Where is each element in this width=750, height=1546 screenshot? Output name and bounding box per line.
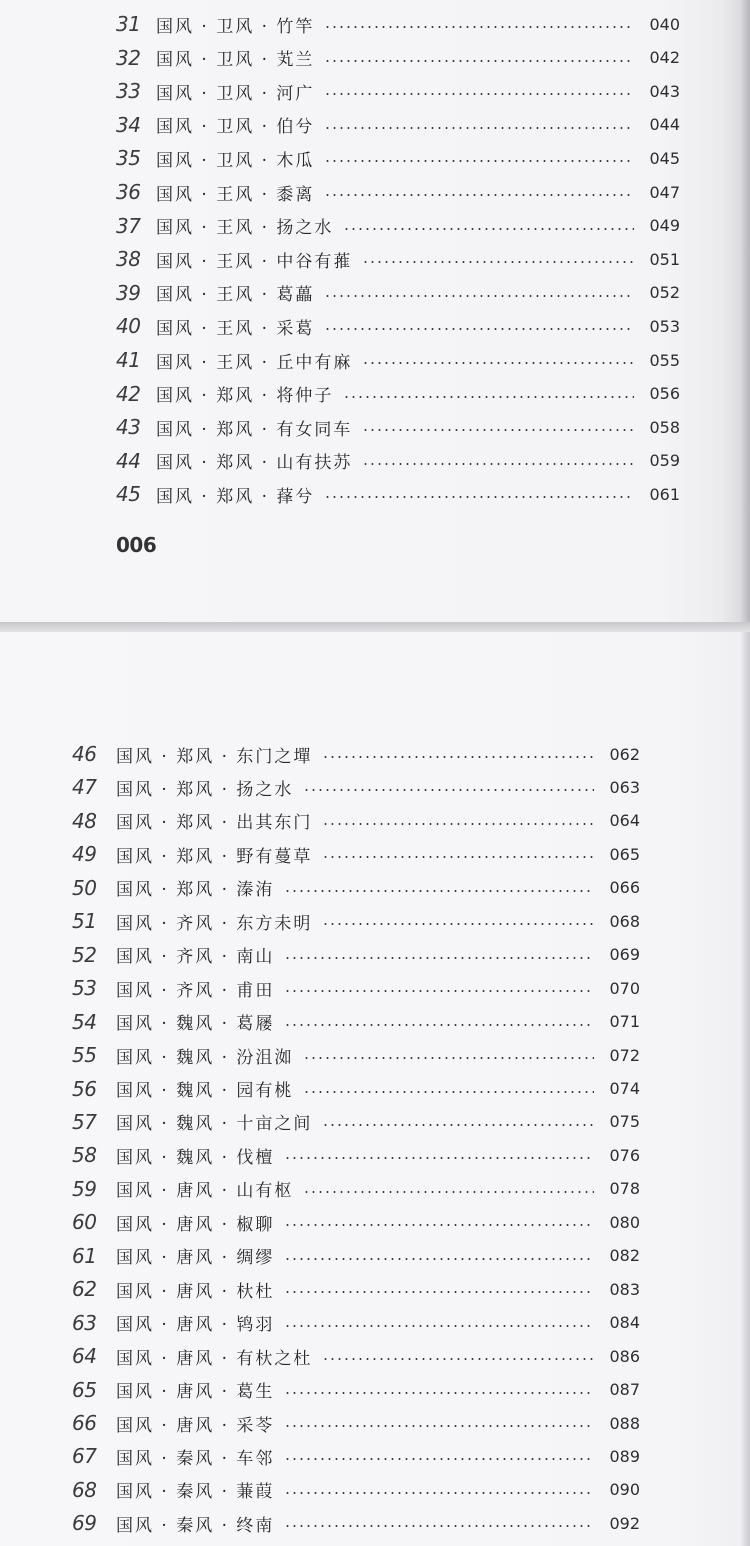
entry-page-number: 070 [609, 978, 640, 998]
dot-leader [362, 362, 634, 364]
entry-number: 40 [116, 314, 141, 339]
toc-entry [72, 804, 640, 838]
entry-title: 国风 · 魏风 · 十亩之间 [116, 1114, 313, 1135]
entry-number: 45 [116, 482, 141, 507]
toc-entry [72, 1038, 640, 1072]
entry-page-number: 042 [649, 48, 680, 68]
entry-number: 31 [116, 12, 141, 36]
entry-title: 国风 · 秦风 · 车邻 [116, 1448, 275, 1469]
entry-page-number: 086 [609, 1346, 640, 1366]
toc-entry [116, 309, 680, 343]
entry-number: 53 [72, 976, 97, 1001]
dot-leader [324, 93, 634, 95]
entry-number: 57 [72, 1109, 97, 1134]
entry-number: 37 [116, 213, 141, 238]
entry-title: 国风 · 唐风 · 采苓 [116, 1415, 275, 1436]
entry-title: 国风 · 唐风 · 鸨羽 [116, 1315, 275, 1336]
toc-entry [72, 1506, 640, 1540]
entry-title: 国风 · 魏风 · 汾沮洳 [116, 1047, 294, 1068]
entry-number: 38 [116, 247, 141, 272]
entry-number: 63 [72, 1310, 97, 1335]
entry-page-number: 075 [609, 1112, 640, 1132]
toc-entry [72, 1439, 640, 1473]
entry-title: 国风 · 郑风 · 扬之水 [116, 779, 294, 800]
entry-title: 国风 · 郑风 · 萚兮 [156, 486, 315, 507]
entry-title: 国风 · 卫风 · 木瓜 [156, 150, 315, 171]
dot-leader [322, 856, 594, 858]
dot-leader [303, 789, 594, 791]
dot-leader [324, 328, 634, 330]
toc-entry [116, 377, 680, 411]
toc-entry [72, 1005, 640, 1039]
dot-leader [303, 1191, 594, 1193]
entry-number: 64 [72, 1344, 97, 1369]
entry-number: 68 [72, 1477, 97, 1502]
entry-number: 47 [72, 775, 97, 800]
toc-entry [72, 938, 640, 972]
entry-page-number: 090 [609, 1480, 640, 1500]
entry-number: 46 [72, 742, 97, 766]
entry-page-number: 053 [649, 316, 680, 336]
toc-entry [72, 1306, 640, 1340]
toc-entry [116, 41, 680, 75]
entry-number: 62 [72, 1277, 97, 1302]
toc-entry [72, 904, 640, 938]
entry-title: 国风 · 齐风 · 东方未明 [116, 913, 313, 934]
dot-leader [362, 463, 634, 465]
entry-number: 59 [72, 1176, 97, 1201]
entry-title: 国风 · 唐风 · 山有枢 [116, 1181, 294, 1202]
toc-entry [72, 1205, 640, 1239]
entry-number: 69 [72, 1511, 97, 1536]
toc-entry [116, 242, 680, 276]
entry-number: 50 [72, 875, 97, 900]
entry-page-number: 069 [609, 945, 640, 965]
toc-entry [72, 1072, 640, 1106]
dot-leader [362, 261, 634, 263]
entry-number: 39 [116, 280, 141, 305]
entry-number: 66 [72, 1411, 97, 1435]
entry-page-number: 074 [609, 1079, 640, 1098]
dot-leader [343, 228, 634, 230]
entry-number: 51 [72, 909, 97, 934]
entry-page-number: 044 [649, 115, 680, 135]
entry-title: 国风 · 王风 · 中谷有蓷 [156, 251, 353, 272]
entry-title: 国风 · 王风 · 葛藟 [156, 285, 315, 306]
entry-title: 国风 · 唐风 · 葛生 [116, 1382, 275, 1403]
entry-page-number: 064 [609, 811, 640, 831]
entry-number: 55 [72, 1043, 97, 1068]
entry-number: 65 [72, 1377, 97, 1402]
entry-title: 国风 · 唐风 · 杕杜 [116, 1281, 275, 1302]
entry-number: 67 [72, 1444, 97, 1469]
entry-number: 42 [116, 381, 141, 406]
toc-entry [72, 971, 640, 1005]
dot-leader [284, 1291, 594, 1293]
entry-page-number: 071 [609, 1012, 640, 1032]
entry-page-number: 047 [649, 182, 680, 202]
dot-leader [303, 1057, 594, 1059]
entry-title: 国风 · 郑风 · 野有蔓草 [116, 846, 313, 867]
dot-leader [324, 295, 634, 297]
toc-page-bottom [0, 632, 750, 1546]
toc-entry [72, 1406, 640, 1440]
entry-number: 54 [72, 1009, 97, 1034]
dot-leader [284, 1492, 594, 1494]
toc-entry [116, 410, 680, 444]
dot-leader [343, 396, 634, 398]
entry-page-number: 078 [609, 1179, 640, 1199]
dot-leader [284, 1258, 594, 1260]
entry-title: 国风 · 卫风 · 伯兮 [156, 117, 315, 138]
dot-leader [324, 496, 634, 498]
dot-leader [284, 1392, 594, 1394]
entry-title: 国风 · 卫风 · 芄兰 [156, 50, 315, 71]
dot-leader [322, 1124, 594, 1126]
toc-page-top [0, 0, 750, 622]
entry-number: 44 [116, 448, 141, 473]
entry-title: 国风 · 郑风 · 将仲子 [156, 386, 334, 407]
entry-page-number: 092 [609, 1513, 640, 1533]
entry-number: 49 [72, 842, 97, 867]
entry-title: 国风 · 唐风 · 绸缪 [116, 1248, 275, 1269]
entry-title: 国风 · 卫风 · 竹竿 [156, 16, 315, 37]
entry-page-number: 082 [609, 1246, 640, 1266]
dot-leader [322, 1358, 594, 1360]
entry-number: 48 [72, 808, 97, 833]
dot-leader [284, 1425, 594, 1427]
entry-page-number: 059 [649, 451, 680, 471]
entry-number: 41 [116, 348, 141, 372]
entry-number: 61 [72, 1243, 97, 1268]
entry-title: 国风 · 王风 · 黍离 [156, 184, 315, 205]
page-gutter-shadow [740, 0, 750, 622]
page-divider [0, 622, 750, 632]
dot-leader [284, 990, 594, 992]
entry-page-number: 065 [609, 844, 640, 864]
dot-leader [284, 1157, 594, 1159]
entry-number: 58 [72, 1143, 97, 1168]
entry-page-number: 063 [609, 777, 640, 797]
toc-entry [72, 871, 640, 905]
toc-entry [116, 108, 680, 142]
entry-page-number: 062 [609, 744, 640, 764]
entry-page-number: 045 [649, 148, 680, 168]
toc-entry [72, 1272, 640, 1306]
page-gutter-shadow [740, 632, 750, 1546]
dot-leader [322, 756, 594, 758]
entry-title: 国风 · 郑风 · 有女同车 [156, 419, 353, 440]
entry-title: 国风 · 齐风 · 甫田 [116, 980, 275, 1001]
toc-entry [116, 141, 680, 175]
entry-page-number: 051 [649, 249, 680, 269]
dot-leader [324, 60, 634, 62]
toc-entry [72, 837, 640, 871]
entry-number: 33 [116, 79, 141, 104]
dot-leader [284, 890, 594, 892]
toc-entry [72, 770, 640, 804]
entry-page-number: 083 [609, 1279, 640, 1299]
entry-title: 国风 · 卫风 · 河广 [156, 83, 315, 104]
page-number: 006 [116, 533, 157, 557]
entry-title: 国风 · 郑风 · 东门之墠 [116, 746, 313, 767]
toc-entry [72, 1339, 640, 1373]
dot-leader [303, 1091, 594, 1093]
entry-page-number: 040 [649, 14, 680, 34]
dot-leader [322, 823, 594, 825]
entry-number: 32 [116, 45, 141, 70]
dot-leader [284, 1224, 594, 1226]
toc-entry [72, 1239, 640, 1273]
toc-entry [116, 7, 680, 41]
toc-entry [72, 1105, 640, 1139]
entry-title: 国风 · 王风 · 采葛 [156, 318, 315, 339]
entry-title: 国风 · 郑风 · 溱洧 [116, 880, 275, 901]
entry-page-number: 066 [609, 878, 640, 898]
entry-number: 43 [116, 415, 141, 440]
entry-page-number: 061 [649, 484, 680, 504]
entry-page-number: 043 [649, 81, 680, 101]
dot-leader [284, 1458, 594, 1460]
toc-entry [72, 1138, 640, 1172]
dot-leader [324, 194, 634, 196]
dot-leader [324, 127, 634, 129]
entry-title: 国风 · 王风 · 丘中有麻 [156, 352, 353, 373]
toc-entry [116, 74, 680, 108]
toc-entry [72, 737, 640, 771]
entry-title: 国风 · 唐风 · 有杕之杜 [116, 1348, 313, 1369]
toc-entry [72, 1373, 640, 1407]
toc-entry [116, 477, 680, 511]
entry-page-number: 076 [609, 1145, 640, 1165]
entry-title: 国风 · 齐风 · 南山 [116, 947, 275, 968]
entry-number: 56 [72, 1076, 97, 1101]
toc-entry [72, 1473, 640, 1507]
toc-entry [116, 444, 680, 478]
entry-page-number: 055 [649, 350, 680, 370]
entry-page-number: 049 [649, 216, 680, 236]
entry-page-number: 068 [609, 911, 640, 931]
dot-leader [362, 429, 634, 431]
entry-title: 国风 · 郑风 · 出其东门 [116, 813, 313, 834]
entry-number: 34 [116, 112, 141, 137]
toc-entry [116, 175, 680, 209]
toc-entry [116, 209, 680, 243]
entry-title: 国风 · 魏风 · 葛屦 [116, 1014, 275, 1035]
dot-leader [284, 957, 594, 959]
entry-number: 35 [116, 146, 141, 171]
dot-leader [284, 1325, 594, 1327]
entry-title: 国风 · 郑风 · 山有扶苏 [156, 453, 353, 474]
entry-page-number: 052 [649, 283, 680, 303]
entry-page-number: 084 [609, 1313, 640, 1333]
entry-title: 国风 · 王风 · 扬之水 [156, 218, 334, 239]
entry-title: 国风 · 魏风 · 园有桃 [116, 1081, 294, 1101]
entry-page-number: 080 [609, 1212, 640, 1232]
entry-page-number: 056 [649, 384, 680, 404]
dot-leader [322, 923, 594, 925]
entry-page-number: 087 [609, 1380, 640, 1400]
dot-leader [324, 26, 634, 28]
entry-title: 国风 · 唐风 · 椒聊 [116, 1214, 275, 1235]
entry-title: 国风 · 秦风 · 终南 [116, 1515, 275, 1536]
entry-title: 国风 · 魏风 · 伐檀 [116, 1147, 275, 1168]
entry-page-number: 089 [609, 1446, 640, 1466]
dot-leader [284, 1024, 594, 1026]
entry-number: 36 [116, 180, 141, 204]
entry-title: 国风 · 秦风 · 蒹葭 [116, 1482, 275, 1503]
entry-page-number: 058 [649, 417, 680, 437]
toc-entry [116, 276, 680, 310]
entry-page-number: 088 [609, 1413, 640, 1433]
dot-leader [284, 1525, 594, 1527]
toc-entry [116, 343, 680, 377]
entry-number: 60 [72, 1210, 97, 1235]
entry-page-number: 072 [609, 1045, 640, 1065]
dot-leader [324, 160, 634, 162]
toc-entry [72, 1172, 640, 1206]
entry-number: 52 [72, 942, 97, 967]
